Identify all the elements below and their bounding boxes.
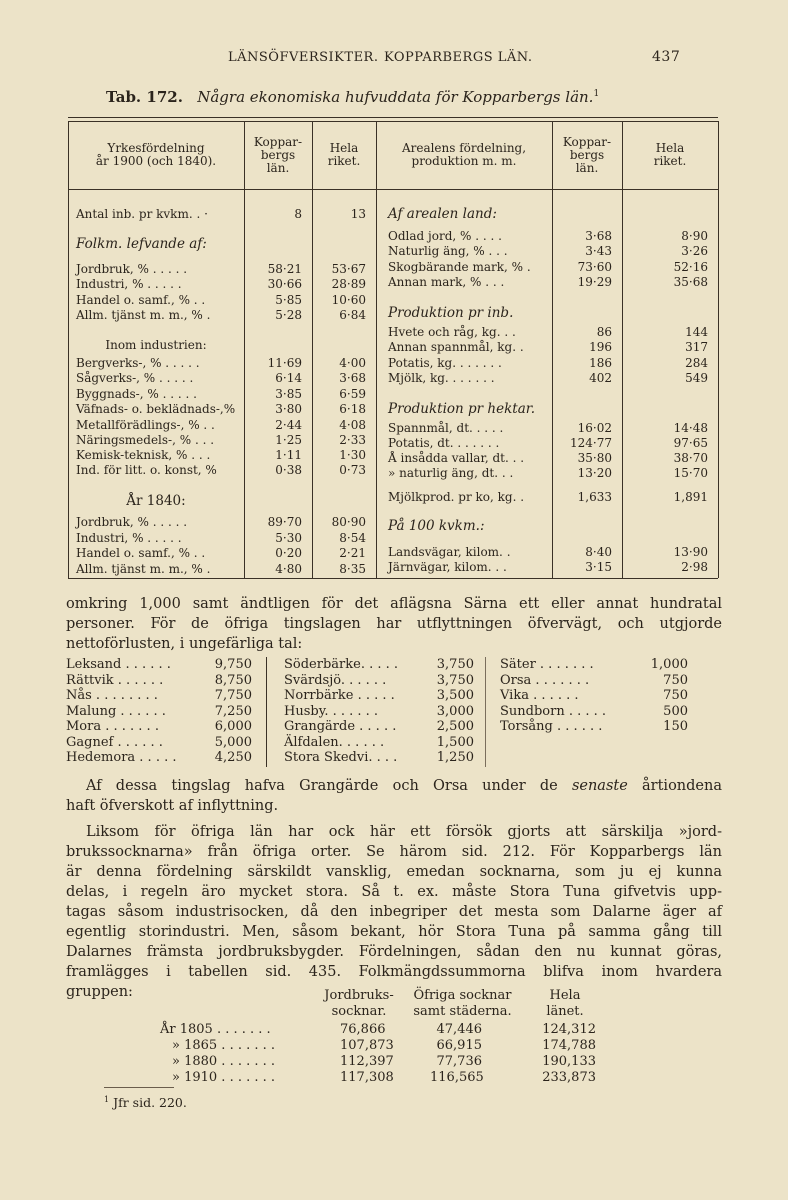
left_rows-row-label: Bergverks-, % . . . . . (76, 356, 200, 370)
left_rows-row-label: Ind. för litt. o. konst, % (76, 463, 217, 477)
left_rows-row-label: Industri, % . . . . . (76, 277, 182, 291)
table-column-rule (244, 121, 245, 578)
table-rule (68, 578, 718, 579)
right_rows-row-value-riket: 38·70 (673, 451, 708, 465)
emigration-place: Rättvik . . . . . . (66, 672, 164, 688)
right_rows-row-value-riket: 2·98 (681, 560, 708, 574)
emigration-place: Stora Skedvi. . . . (284, 750, 398, 765)
emigration-place: Säter . . . . . . . (500, 657, 594, 672)
text: Af dessa tingslag hafva Grangärde och Orsa under de (86, 778, 572, 794)
left_rows-row-value-kopparberg: 30·66 (267, 277, 302, 291)
running-header-left: LÄNSÖFVERSIKTER. (228, 50, 379, 65)
right_rows-row-label: Annan mark, % . . . (388, 275, 505, 289)
left_rows-row-value-riket: 6·84 (339, 308, 366, 322)
left_rows-row-value-riket: 8·54 (339, 531, 366, 545)
population-header-line: socknar. (331, 1004, 387, 1019)
column-header-line: produktion m. m. (411, 154, 517, 168)
left_rows-row-value-riket: 2·21 (339, 546, 366, 560)
left_rows-row-value-kopparberg: 1·11 (275, 448, 302, 462)
right_rows-row-value-riket: 144 (685, 325, 708, 339)
left_rows-row-label: Folkm. lefvande af: (76, 236, 207, 252)
para3-line: är denna fördelning särskildt vansklig, emedan socknarna, som ju ej kunna (66, 864, 722, 880)
column-header-line: Koppar- (562, 134, 612, 149)
emigration-value: 500 (663, 703, 688, 719)
left_rows-row-label: Sågverks-, % . . . . . (76, 371, 194, 385)
table-rule (68, 121, 718, 122)
para3-line: delas, i regeln äro mycket stora. Så t. ex. måste Stora Tuna gifvetvis upp- (66, 884, 722, 900)
table-column-rule (312, 121, 313, 578)
para2-line (86, 776, 722, 796)
emigration-value: 6,000 (214, 719, 252, 734)
left_rows-row-value-kopparberg: 3·85 (275, 387, 302, 401)
left_rows-row-label: Byggnads-, % . . . . . (76, 387, 197, 401)
population-value: 112,397 (340, 1054, 394, 1069)
emigration-place: Leksand . . . . . . (66, 657, 171, 672)
left_rows-row-label: Allm. tjänst m. m., % . (76, 562, 211, 576)
footnote-number: 1 (104, 1095, 110, 1104)
left_rows-row-label: Näringsmedels-, % . . . (76, 433, 215, 447)
column-header (376, 142, 552, 168)
column-header-line: Yrkesfördelning (107, 141, 205, 155)
left_rows-row-label: Kemisk-teknisk, % . . . (76, 448, 211, 462)
right_rows-row-label: Potatis, kg. . . . . . . (388, 356, 502, 370)
emigration-value: 1,500 (436, 734, 474, 750)
table-column-rule (376, 121, 377, 578)
right_rows-row-value-riket: 35·68 (673, 275, 708, 289)
left_rows-row-value-kopparberg: 58·21 (267, 262, 302, 276)
right_rows-row-label: Naturlig äng, % . . . (388, 244, 508, 258)
column-header-line: län. (575, 160, 599, 175)
emigration-place: Malung . . . . . . (66, 703, 166, 719)
left_rows-row-label: Industri, % . . . . . (76, 531, 182, 545)
right_rows-row-value-kopparberg: 86 (596, 325, 612, 339)
column-header (622, 142, 718, 168)
left_rows-row-value-kopparberg: 3·80 (275, 402, 302, 416)
right_rows-row-value-riket: 1,891 (673, 490, 708, 504)
emigration-value: 4,250 (214, 750, 252, 765)
emigration-place: Sundborn . . . . . (500, 703, 607, 719)
footnote-mark: 1 (593, 89, 600, 99)
right_rows-row-value-kopparberg: 3·68 (585, 229, 612, 243)
emigration-value: 5,000 (214, 734, 252, 750)
population-year: » 1910 . . . . . . . (172, 1070, 276, 1085)
right_rows-row-value-kopparberg: 186 (589, 356, 612, 370)
emigration-place: Torsång . . . . . . (500, 719, 603, 734)
para3-line: Liksom för öfriga län har ock här ett försök gjorts att särskilja »jord- (86, 824, 722, 840)
para3-line: Dalarnes främsta jordbruksbygder. Fördelningen, sådan den nu kunnat göras, (66, 944, 722, 960)
right_rows-row-label: Spannmål, dt. . . . . (388, 421, 504, 435)
left_rows-row-value-riket: 80·90 (331, 515, 366, 529)
left_rows-row-label: Inom industrien: (105, 338, 207, 352)
right_rows-row-value-kopparberg: 16·02 (577, 421, 612, 435)
right_rows-row-label: Järnvägar, kilom. . . (388, 560, 507, 574)
left_rows-row-value-kopparberg: 5·28 (275, 308, 302, 322)
right_rows-row-value-riket: 8·90 (681, 229, 708, 243)
population-value: 174,788 (542, 1038, 596, 1053)
table-title-text: Några ekonomiska hufvuddata för Kopparbergs län. (197, 88, 594, 106)
right_rows-row-label: Mjölkprod. pr ko, kg. . (388, 490, 525, 504)
population-header-line: samt städerna. (413, 1004, 512, 1019)
left_rows-row-value-kopparberg: 4·80 (275, 562, 302, 576)
table-title (106, 88, 599, 106)
emigration-place: Nås . . . . . . . . (66, 688, 158, 703)
left_rows-row-label: Handel o. samf., % . . (76, 546, 206, 560)
table-label: Tab. 172. (106, 88, 183, 106)
table-rule (68, 117, 718, 118)
para1-line: personer. För de öfriga tingslagen har utflyttningen öfvervägt, och utgjorde (66, 616, 722, 632)
emigration-place: Husby. . . . . . . (284, 703, 379, 719)
para3-line: brukssocknarna» från öfriga orter. Se härom sid. 212. För Kopparbergs län (66, 844, 722, 860)
left_rows-row-label: Jordbruk, % . . . . . (76, 515, 188, 529)
text-emphasis: senaste (571, 778, 628, 794)
emigration-value: 3,500 (436, 688, 474, 703)
text: årtiondena (627, 778, 722, 794)
para2-line: haft öfverskott af inflyttning. (66, 798, 279, 814)
emigration-value: 8,750 (214, 672, 252, 688)
left_rows-row-value-riket: 1·30 (339, 448, 366, 462)
left_rows-row-label: Allm. tjänst m. m., % . (76, 308, 211, 322)
emigration-value: 750 (663, 672, 688, 688)
right_rows-row-value-kopparberg: 1,633 (577, 490, 612, 504)
population-value: 233,873 (542, 1070, 596, 1085)
population-value: 124,312 (542, 1022, 596, 1037)
para1-line: nettoförlusten, i ungefärliga tal: (66, 636, 303, 652)
right_rows-row-value-riket: 14·48 (673, 421, 708, 435)
left_rows-row-value-riket: 8·35 (339, 562, 366, 576)
right_rows-row-value-riket: 317 (685, 340, 708, 354)
left_rows-row-label: Antal inb. pr kvkm. . · (76, 207, 208, 221)
emigration-value: 7,750 (214, 688, 252, 703)
footnote (104, 1092, 187, 1110)
left_rows-row-value-kopparberg: 11·69 (267, 356, 302, 370)
left_rows-row-value-riket: 13 (350, 207, 366, 221)
para1-line: omkring 1,000 samt ändtligen för det aflägsna Särna ett eller annat hundratal (66, 596, 722, 612)
column-header-line: Koppar- (253, 134, 303, 149)
right_rows-row-value-kopparberg: 19·29 (577, 275, 612, 289)
right_rows-row-value-kopparberg: 402 (589, 371, 612, 385)
left_rows-row-value-riket: 4·00 (339, 356, 366, 370)
emigration-value: 7,250 (214, 703, 252, 719)
left_rows-row-label: Metallförädlings-, % . . (76, 418, 215, 432)
right_rows-row-value-kopparberg: 3·43 (585, 244, 612, 258)
left_rows-row-value-kopparberg: 1·25 (275, 433, 302, 447)
population-column-header (530, 988, 600, 1020)
left_rows-row-value-riket: 53·67 (331, 262, 366, 276)
population-year: År 1805 . . . . . . . (160, 1022, 271, 1037)
left_rows-row-label: Jordbruk, % . . . . . (76, 262, 188, 276)
population-value: 116,565 (430, 1070, 484, 1085)
population-value: 190,133 (542, 1054, 596, 1069)
table-rule (68, 189, 718, 190)
left_rows-row-label: År 1840: (126, 493, 186, 509)
population-header-line: Jordbruks- (324, 988, 394, 1003)
emigration-value: 2,500 (436, 719, 474, 734)
para3-line: tagas såsom industrisocken, då den inbegriper det mesta som Dalarne äger af (66, 904, 722, 920)
population-year: » 1865 . . . . . . . (172, 1038, 276, 1053)
population-header-line: Öfriga socknar (413, 988, 512, 1003)
left_rows-row-value-riket: 3·68 (339, 371, 366, 385)
left_rows-row-value-riket: 0·73 (339, 463, 366, 477)
right_rows-row-value-kopparberg: 3·15 (585, 560, 612, 574)
right_rows-row-value-kopparberg: 35·80 (577, 451, 612, 465)
left_rows-row-value-kopparberg: 0·20 (275, 546, 302, 560)
footnote-text: Jfr sid. 220. (113, 1095, 187, 1111)
right_rows-row-label: Landsvägar, kilom. . (388, 545, 511, 559)
table-column-rule (718, 121, 719, 578)
right_rows-row-value-riket: 52·16 (673, 260, 708, 274)
population-year: » 1880 . . . . . . . (172, 1054, 276, 1069)
emigration-place: Hedemora . . . . . (66, 750, 177, 765)
emigration-value: 3,750 (436, 672, 474, 688)
column-header (244, 136, 312, 175)
population-header-line: länet. (546, 1004, 584, 1019)
emigration-value: 1,250 (436, 750, 474, 765)
population-value: 117,308 (340, 1070, 394, 1085)
population-header-line: Hela (549, 988, 581, 1003)
right_rows-row-value-kopparberg: 8·40 (585, 545, 612, 559)
left_rows-row-value-kopparberg: 6·14 (275, 371, 302, 385)
column-header (68, 142, 244, 168)
emigration-place: Grangärde . . . . . (284, 719, 397, 734)
column-header-line: bergs (569, 147, 605, 162)
emigration-value: 750 (663, 688, 688, 703)
population-value: 77,736 (436, 1054, 482, 1069)
right_rows-row-value-kopparberg: 13·20 (577, 466, 612, 480)
column-header (312, 142, 376, 168)
population-value: 107,873 (340, 1038, 394, 1053)
emigration-column-rule (485, 657, 486, 767)
right_rows-row-value-riket: 97·65 (673, 436, 708, 450)
right_rows-row-label: » naturlig äng, dt. . . (388, 466, 514, 480)
right_rows-row-label: Potatis, dt. . . . . . . (388, 436, 500, 450)
left_rows-row-value-riket: 2·33 (339, 433, 366, 447)
right_rows-row-value-riket: 284 (685, 356, 708, 370)
right_rows-row-label: Produktion pr inb. (388, 305, 514, 321)
emigration-value: 150 (663, 719, 688, 734)
right_rows-row-label: Å insådda vallar, dt. . . (388, 451, 525, 465)
emigration-value: 9,750 (214, 657, 252, 672)
population-value: 47,446 (436, 1022, 482, 1037)
column-header (552, 136, 622, 175)
population-value: 66,915 (436, 1038, 482, 1053)
emigration-value: 1,000 (650, 657, 688, 672)
right_rows-row-value-riket: 13·90 (673, 545, 708, 559)
emigration-value: 3,000 (436, 703, 474, 719)
right_rows-row-value-riket: 549 (685, 371, 708, 385)
left_rows-row-value-kopparberg: 5·85 (275, 293, 302, 307)
right_rows-row-value-kopparberg: 73·60 (577, 260, 612, 274)
right_rows-row-value-kopparberg: 124·77 (570, 436, 612, 450)
right_rows-row-label: På 100 kvkm.: (388, 518, 485, 534)
right_rows-row-label: Af arealen land: (388, 206, 497, 222)
emigration-column-rule (266, 657, 267, 767)
emigration-place: Orsa . . . . . . . (500, 672, 590, 688)
column-header-line: län. (266, 160, 290, 175)
left_rows-row-value-riket: 28·89 (331, 277, 366, 291)
left_rows-row-value-riket: 4·08 (339, 418, 366, 432)
page-number: 437 (652, 49, 681, 65)
right_rows-row-value-riket: 15·70 (673, 466, 708, 480)
right_rows-row-label: Hvete och råg, kg. . . (388, 325, 516, 339)
emigration-place: Vika . . . . . . (500, 688, 579, 703)
column-header-line: Arealens fördelning, (401, 141, 527, 155)
para3-line: egentlig storindustri. Men, såsom bekant, hör Stora Tuna på samma gång till (66, 924, 722, 940)
left_rows-row-value-kopparberg: 2·44 (275, 418, 302, 432)
column-header-line: år 1900 (och 1840). (95, 154, 217, 168)
emigration-value: 3,750 (436, 657, 474, 672)
column-header-line: riket. (653, 154, 687, 168)
left_rows-row-label: Handel o. samf., % . . (76, 293, 206, 307)
left_rows-row-value-kopparberg: 5·30 (275, 531, 302, 545)
left_rows-row-value-riket: 6·18 (339, 402, 366, 416)
column-header-line: Hela (329, 141, 359, 155)
column-header-line: Hela (655, 141, 685, 155)
population-column-header (318, 988, 400, 1020)
footnote-rule (104, 1087, 174, 1088)
emigration-place: Älfdalen. . . . . . (284, 734, 385, 750)
population-column-header (410, 988, 515, 1020)
right_rows-row-value-kopparberg: 196 (589, 340, 612, 354)
emigration-place: Gagnef . . . . . . (66, 734, 163, 750)
population-value: 76,866 (340, 1022, 386, 1037)
right_rows-row-label: Skogbärande mark, % . (388, 260, 531, 274)
right_rows-row-label: Annan spannmål, kg. . (388, 340, 524, 354)
left_rows-row-value-riket: 6·59 (339, 387, 366, 401)
left_rows-row-value-kopparberg: 0·38 (275, 463, 302, 477)
right_rows-row-value-riket: 3·26 (681, 244, 708, 258)
left_rows-row-value-riket: 10·60 (331, 293, 366, 307)
left_rows-row-label: Väfnads- o. beklädnads-,% (76, 402, 236, 416)
column-header-line: riket. (327, 154, 361, 168)
emigration-place: Söderbärke. . . . . (284, 657, 399, 672)
right_rows-row-label: Odlad jord, % . . . . (388, 229, 502, 243)
right_rows-row-label: Mjölk, kg. . . . . . . (388, 371, 495, 385)
running-header-center: KOPPARBERGS LÄN. (384, 50, 533, 65)
left_rows-row-value-kopparberg: 8 (294, 207, 302, 221)
right_rows-row-label: Produktion pr hektar. (388, 401, 536, 417)
emigration-place: Svärdsjö. . . . . . (284, 672, 387, 688)
column-header-line: bergs (260, 147, 296, 162)
emigration-place: Mora . . . . . . . (66, 719, 159, 734)
left_rows-row-value-kopparberg: 89·70 (267, 515, 302, 529)
para3-line: framlägges i tabellen sid. 435. Folkmängdssummorna blifva inom hvardera (66, 964, 722, 980)
emigration-place: Norrbärke . . . . . (284, 688, 395, 703)
para3-line: gruppen: (66, 984, 133, 1000)
